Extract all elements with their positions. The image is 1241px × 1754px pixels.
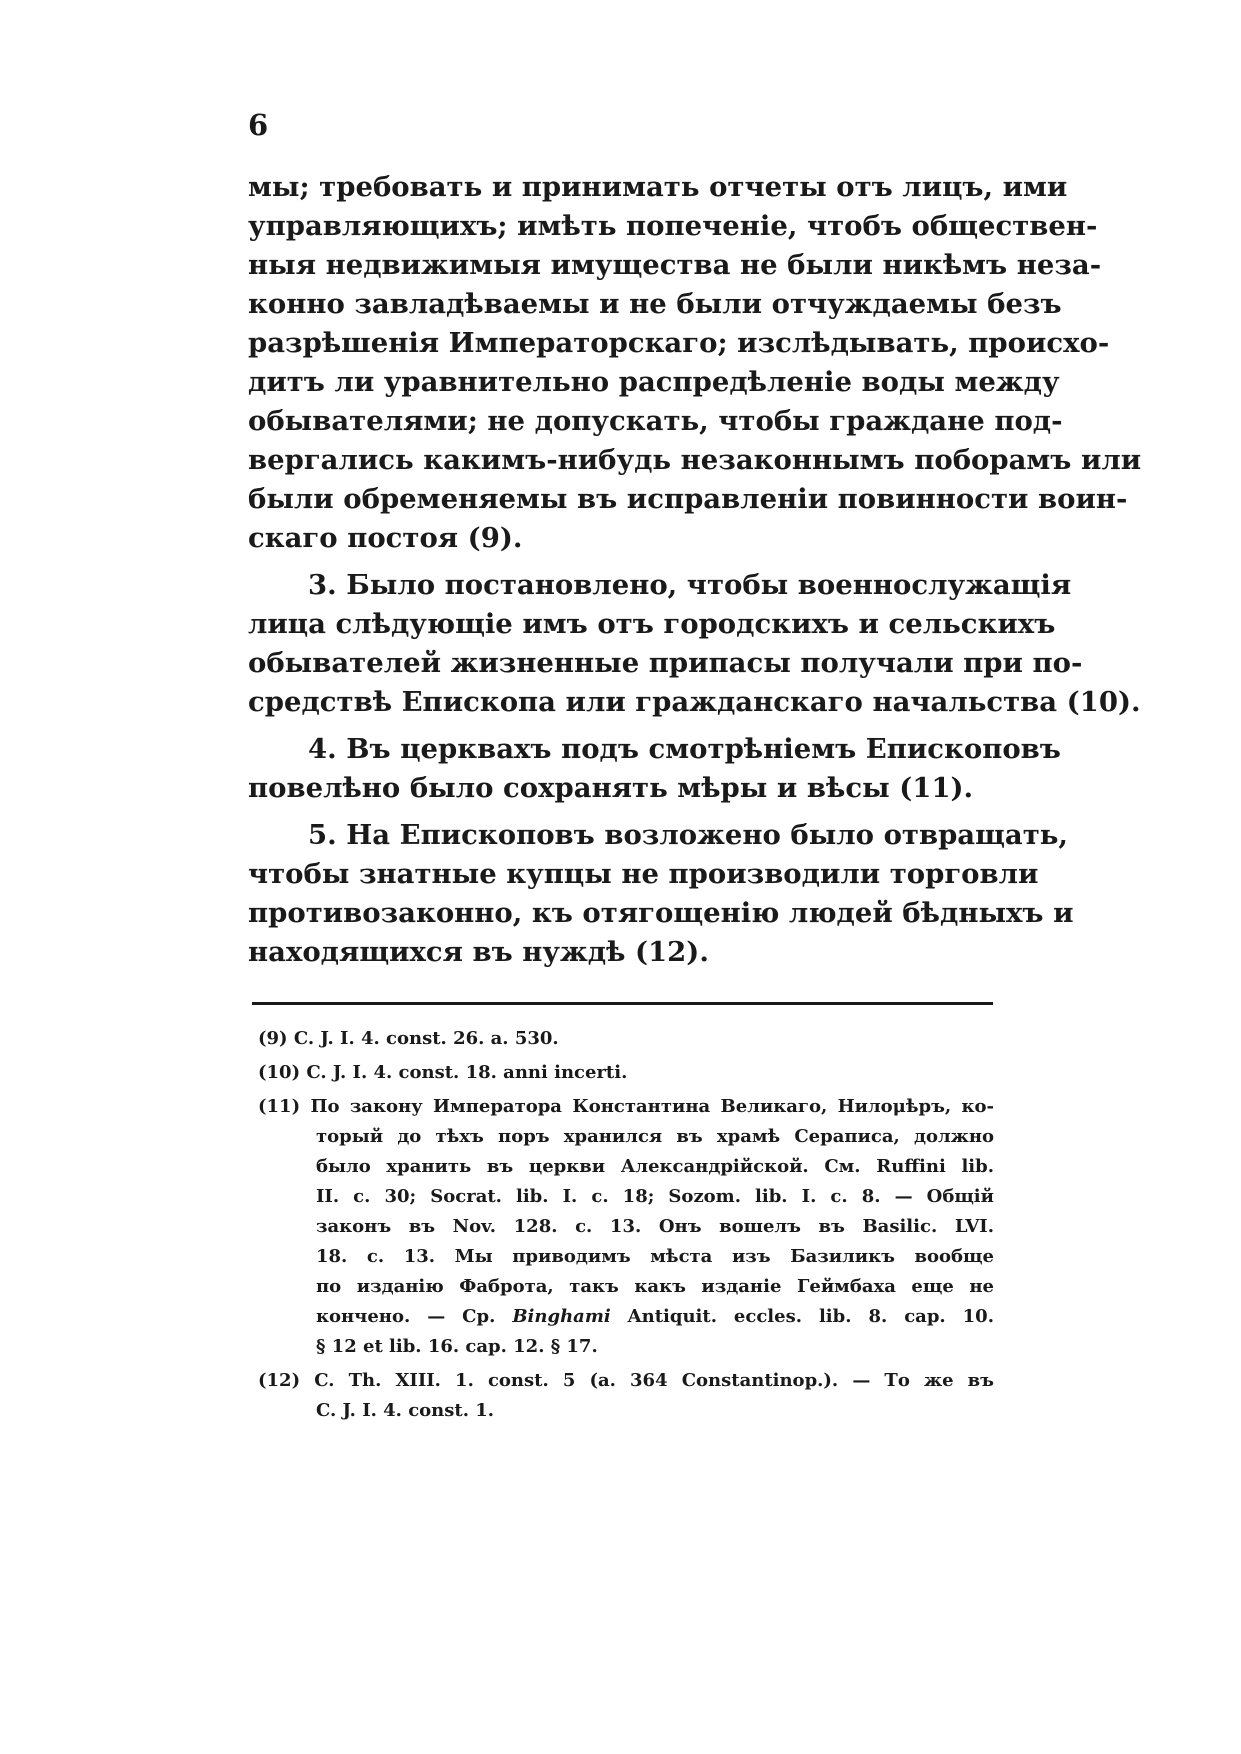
body-line: обывателями; не допускать, чтобы граждане под-	[248, 405, 1063, 437]
body-line: находящихся въ нуждѣ (12).	[248, 936, 709, 968]
footnote-11-line	[248, 1302, 994, 1332]
body-line: мы; требовать и принимать отчеты отъ лицъ, ими	[248, 171, 1068, 203]
body-line: лица слѣдующіе имъ отъ городскихъ и сельскихъ	[248, 608, 1056, 640]
footnote-11-line: II. c. 30; Socrat. lib. I. c. 18; Sozom. lib. I. c. 8. — Общій	[316, 1186, 994, 1207]
page-number: 6	[248, 108, 269, 142]
footnote-11-line: 18. c. 13. Мы приводимъ мѣста изъ Базиликъ вообще	[316, 1246, 994, 1267]
body-line: конно завладѣваемы и не были отчуждаемы безъ	[248, 288, 1062, 320]
paragraph-3-line: 3. Было постановлено, чтобы военнослужащія	[308, 569, 1072, 601]
body-line: противозаконно, къ отягощенію людей бѣдныхъ и	[248, 897, 1074, 929]
body-line: управляющихъ; имѣть попеченіе, чтобъ обществен-	[248, 210, 1098, 242]
body-line: скаго постоя (9).	[248, 522, 523, 554]
footnote-11-line: торый до тѣхъ поръ хранился въ храмѣ Сераписа, должно	[316, 1126, 994, 1147]
body-line: вергались какимъ-нибудь незаконнымъ поборамъ или	[248, 444, 1142, 476]
footnote-12-line: (12) C. Th. XIII. 1. const. 5 (a. 364 Constantinop.). — То же въ	[258, 1370, 994, 1391]
paragraph-4-line: 4. Въ церквахъ подъ смотрѣніемъ Епископовъ	[308, 733, 1061, 765]
body-line: ныя недвижимыя имущества не были никѣмъ неза-	[248, 249, 1102, 281]
footnote-divider	[252, 1002, 993, 1005]
body-line: повелѣно было сохранять мѣры и вѣсы (11).	[248, 772, 974, 804]
footnote-12-line: C. J. I. 4. const. 1.	[316, 1400, 495, 1421]
body-text	[248, 168, 1142, 972]
footnote-9: (9) C. J. I. 4. const. 26. a. 530.	[258, 1028, 559, 1049]
footnotes	[248, 1024, 994, 1426]
footnote-11-line: § 12 et lib. 16. cap. 12. § 17.	[316, 1336, 598, 1357]
footnote-11-line: (11) По закону Императора Константина Великаго, Нилομѣръ, ко-	[258, 1096, 994, 1117]
body-line: средствѣ Епископа или гражданскаго начальства (10).	[248, 686, 1141, 718]
footnote-11-line: по изданію Фаброта, такъ какъ изданіе Геймбаха еще не	[316, 1276, 994, 1297]
body-line: чтобы знатные купцы не производили торговли	[248, 858, 1039, 890]
body-line: дитъ ли уравнительно распредѣленіе воды между	[248, 366, 1060, 398]
footnote-11-line: было хранить въ церкви Александрійской. См. Ruffini lib.	[316, 1156, 994, 1177]
paragraph-5-line: 5. На Епископовъ возложено было отвращать,	[308, 819, 1068, 851]
footnote-11-text: Antiquit. eccles. lib. 8. cap. 10.	[627, 1306, 994, 1327]
body-line: были обременяемы въ исправленіи повинности воин-	[248, 483, 1128, 515]
footnote-11-author: Binghami	[512, 1306, 611, 1327]
footnote-10: (10) C. J. I. 4. const. 18. anni incerti.	[258, 1062, 628, 1083]
body-line: обывателей жизненные припасы получали при по-	[248, 647, 1083, 679]
footnote-11-text: кончено. — Ср.	[316, 1306, 496, 1327]
body-line: разрѣшенія Императорскаго; изслѣдывать, происхо-	[248, 327, 1110, 359]
footnote-11-line: законъ въ Nov. 128. c. 13. Онъ вошелъ въ Basilic. LVI.	[316, 1216, 994, 1237]
